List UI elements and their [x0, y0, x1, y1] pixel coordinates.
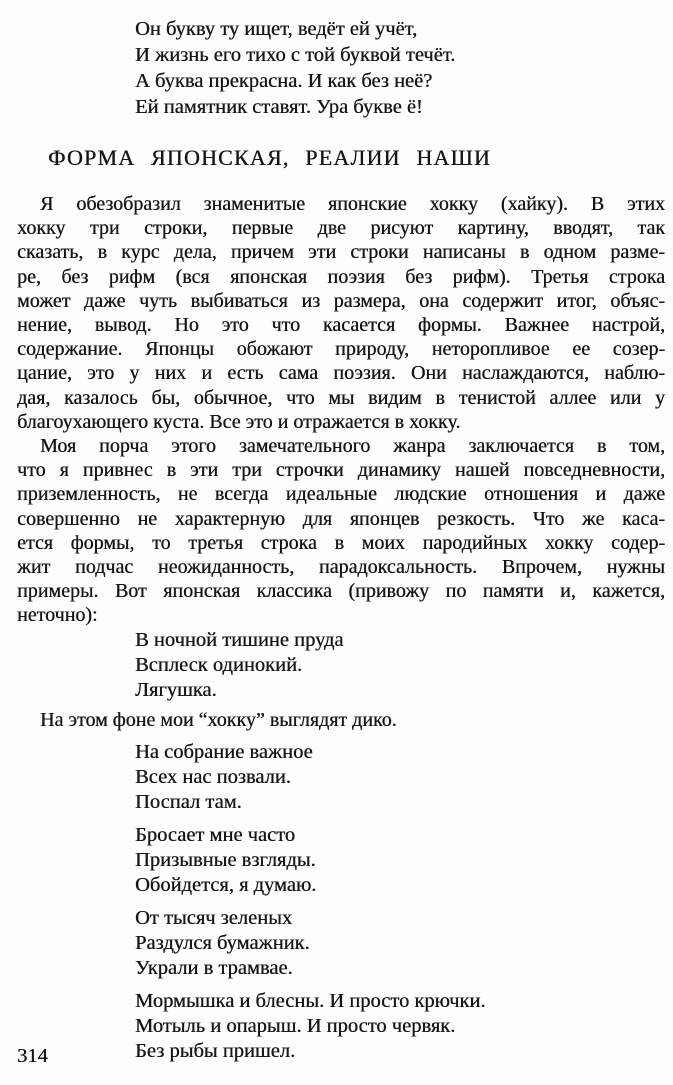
text-line: может даже чуть выбиваться из размера, она содержит итог, объяс- — [17, 289, 665, 312]
comment-line: На этом фоне мои “хокку” выглядят дико. — [40, 708, 397, 731]
text-line: ется формы, то третья строка в моих пародийных хокку содер- — [17, 531, 665, 554]
verse-line: А буква прекрасна. И как без неё? — [135, 70, 433, 92]
text-line: примеры. Вот японская классика (привожу по памяти и, кажется, — [17, 580, 665, 603]
paragraph-2 — [17, 434, 665, 628]
text-line: ре, без рифм (вся японская поэзия без рифм). Третья строка — [17, 265, 665, 288]
text-line: хокку три строки, первые две рисуют картину, вводят, так — [17, 217, 665, 240]
verse-line: Лягушка. — [135, 678, 217, 701]
text-line: благоухающего куста. Все это и отражается в хокку. — [17, 410, 461, 433]
verse-line: Раздулся бумажник. — [135, 931, 310, 954]
verse-line: И жизнь его тихо с той буквой течёт. — [135, 44, 456, 66]
verse-line: Он букву ту ищет, ведёт ей учёт, — [135, 18, 418, 40]
text-line: что я привнес в эти три строчки динамику нашей повседневности, — [17, 459, 665, 482]
text-line: содержание. Японцы обожают природу, неторопливое ее созер- — [17, 338, 665, 361]
chapter-heading: ФОРМА ЯПОНСКАЯ, РЕАЛИИ НАШИ — [48, 145, 491, 170]
text-line: Я обезобразил знаменитые японские хокку (хайку). В этих — [40, 193, 665, 215]
verse-line: Всплеск одинокий. — [135, 653, 303, 676]
haiku-block-3 — [135, 906, 665, 981]
text-line: дая, казалось бы, обычное, что мы видим в тенистой аллее или у — [17, 386, 665, 409]
verse-line: Мотыль и опарыш. И просто червяк. — [135, 1014, 456, 1037]
text-line: сказать, в курс дела, причем эти строки написаны в одном разме- — [17, 241, 665, 264]
haiku-block-4 — [135, 989, 665, 1064]
text-line: Моя порча этого замечательного жанра заключается в том, — [40, 435, 665, 458]
haiku-block-2 — [135, 823, 665, 898]
verse-line: От тысяч зеленых — [135, 906, 293, 929]
page-number: 314 — [17, 1045, 48, 1067]
verse-line: Всех нас позвали. — [135, 765, 291, 788]
verse-line: Украли в трамвае. — [135, 956, 293, 979]
verse-line: Ей памятник ставят. Ура букве ё! — [135, 96, 423, 118]
text-line: жит подчас неожиданность, парадоксальность. Впрочем, нужны — [17, 556, 665, 579]
verse-line: В ночной тишине пруда — [135, 628, 344, 651]
verse-line: На собрание важное — [135, 740, 313, 763]
text-line: неточно): — [17, 604, 98, 627]
verse-line: Бросает мне часто — [135, 823, 296, 846]
epigraph-verse — [135, 16, 665, 120]
paragraph-1 — [17, 192, 665, 434]
verse-line: Мормышка и блесны. И просто крючки. — [135, 989, 486, 1012]
text-line: совершенно не характерную для японцев резкость. Что же каса- — [17, 507, 665, 530]
verse-line: Поспал там. — [135, 790, 242, 813]
text-line: приземленность, не всегда идеальные людские отношения и даже — [17, 483, 665, 506]
classic-haiku — [135, 628, 665, 703]
verse-line: Призывные взгляды. — [135, 848, 316, 871]
verse-line: Без рыбы пришел. — [135, 1039, 296, 1062]
text-line: нение, вывод. Но это что касается формы. Важнее настрой, — [17, 314, 665, 337]
haiku-block-1 — [135, 740, 665, 815]
text-line: цание, это у них и есть сама поэзия. Они наслаждаются, наблю- — [17, 362, 665, 385]
verse-line: Обойдется, я думаю. — [135, 873, 317, 896]
